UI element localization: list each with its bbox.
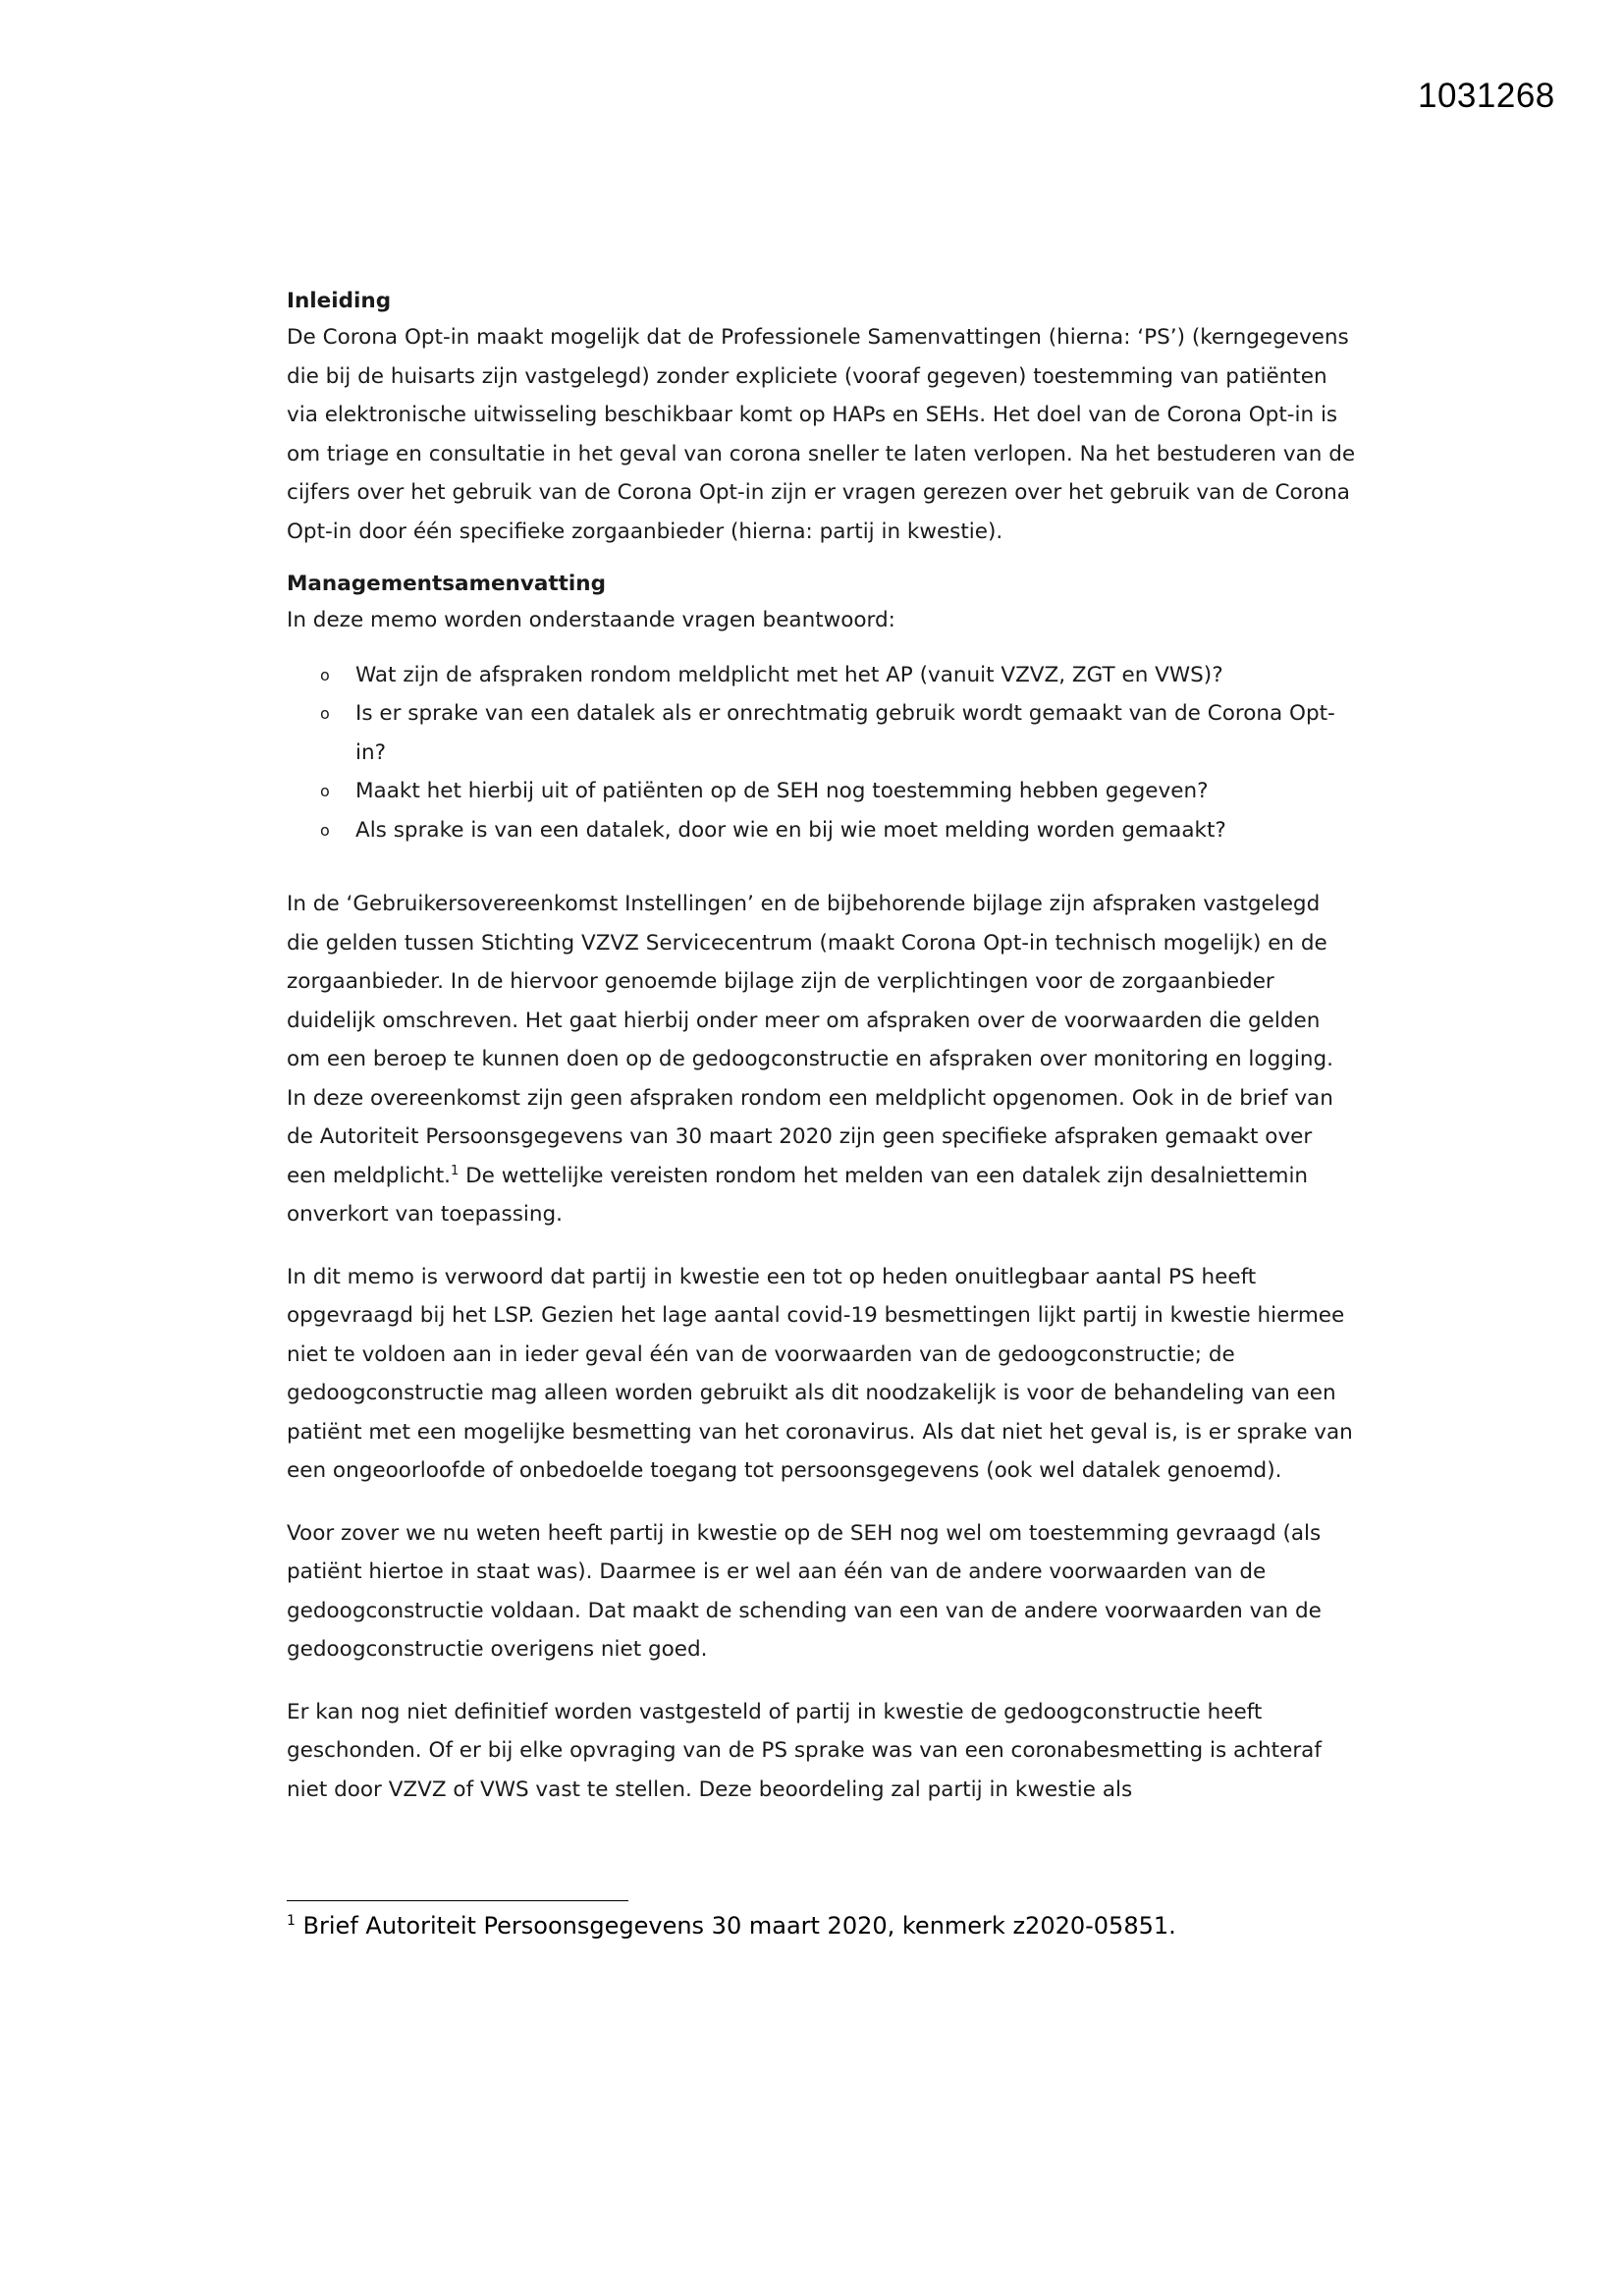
list-item xyxy=(287,772,1357,811)
agreements-text: In de ‘Gebruikersovereenkomst Instellingen’ en de bijbehorende bijlage zijn afspraken vastgelegd die gelden tussen Stichting VZVZ Servicecentrum (maakt Corona Opt-in technisch mogelijk) en de zorgaanbieder. In de hiervoor genoemde bijlage zijn de verplichtingen voor de zorgaanbieder duidelijk omschreven. Het gaat hierbij onder meer om afspraken over de voorwaarden die gelden om een beroep te kunnen doen op de gedoogconstructie en afspraken over monitoring en logging. In deze overeenkomst zijn geen afspraken rondom een meldplicht opgenomen. Ook in de brief van de Autoriteit Persoonsgegevens van 30 maart 2020 zijn geen specifieke afspraken gemaakt over een meldplicht. xyxy=(287,892,1333,1188)
footnote-divider xyxy=(287,1900,628,1901)
document-id: 1031268 xyxy=(1418,77,1555,115)
intro-paragraph: De Corona Opt-in maakt mogelijk dat de Professionele Samenvattingen (hierna: ‘PS’) (kerngegevens die bij de huisarts zijn vastgelegd) zonder expliciete (vooraf gegeven) toestemming van patiënten via elektronische uitwisseling beschikbaar komt op HAPs en SEHs. Het doel van de Corona Opt-in is om triage en consultatie in het geval van corona sneller te laten verlopen. Na het bestuderen van de cijfers over het gebruik van de Corona Opt-in zijn er vragen gerezen over het gebruik van de Corona Opt-in door één specifieke zorgaanbieder (hierna: partij in kwestie). xyxy=(287,325,1356,544)
question-text: Is er sprake van een datalek als er onrechtmatig gebruik wordt gemaakt van de Corona Opt-in? xyxy=(355,701,1335,765)
question-text: Wat zijn de afspraken rondom meldplicht met het AP (vanuit VZVZ, ZGT en VWS)? xyxy=(355,662,1223,687)
footnote-reference: 1 xyxy=(451,1163,460,1178)
intro-heading: Inleiding xyxy=(287,289,392,313)
datalek-paragraph: In dit memo is verwoord dat partij in kwestie een tot op heden onuitlegbaar aantal PS heeft opgevraagd bij het LSP. Gezien het lage aantal covid-19 besmettingen lijkt partij in kwestie hiermee niet te voldoen aan in ieder geval één van de voorwaarden van de gedoogconstructie; de gedoogconstructie mag alleen worden gebruikt als dit noodzakelijk is voor de behandeling van een patiënt met een mogelijke besmetting van het coronavirus. Als dat niet het geval is, is er sprake van een ongeoorloofde of onbedoelde toegang tot persoonsgegevens (ook wel datalek genoemd). xyxy=(287,1264,1353,1483)
bullet-circle-icon: o xyxy=(320,820,330,840)
list-item xyxy=(287,656,1357,695)
bullet-circle-icon: o xyxy=(320,665,330,684)
agreements-paragraph xyxy=(287,885,1357,1234)
consent-paragraph: Voor zover we nu weten heeft partij in kwestie op de SEH nog wel om toestemming gevraagd (als patiënt hiertoe in staat was). Daarmee is er wel aan één van de andere voorwaarden van de gedoogconstructie voldaan. Dat maakt de schending van een van de andere voorwaarden van de gedoogconstructie overigens niet goed. xyxy=(287,1520,1322,1662)
summary-heading: Managementsamenvatting xyxy=(287,572,606,596)
bullet-circle-icon: o xyxy=(320,704,330,723)
question-list xyxy=(287,656,1357,850)
question-text: Maakt het hierbij uit of patiënten op de SEH nog toestemming hebben gegeven? xyxy=(355,779,1209,803)
question-text: Als sprake is van een datalek, door wie en bij wie moet melding worden gemaakt? xyxy=(355,817,1226,843)
assessment-paragraph: Er kan nog niet definitief worden vastgesteld of partij in kwestie de gedoogconstructie heeft geschonden. Of er bij elke opvraging van de PS sprake was van een coronabesmetting is achteraf niet door VZVZ of VWS vast te stellen. Deze beoordeling zal partij in kwestie als xyxy=(287,1699,1322,1802)
list-item xyxy=(287,811,1357,850)
list-item xyxy=(287,694,1357,772)
memo-body xyxy=(287,284,1357,1809)
footnote-text: Brief Autoriteit Persoonsgegevens 30 maart 2020, kenmerk z2020-05851. xyxy=(295,1912,1176,1940)
footnote-number: 1 xyxy=(287,1913,296,1929)
footnote xyxy=(287,1909,1367,1942)
summary-intro: In deze memo worden onderstaande vragen beantwoord: xyxy=(287,608,895,632)
agreements-tail: De wettelijke vereisten rondom het melden van een datalek zijn desalniettemin onverkort van toepassing. xyxy=(287,1163,1309,1227)
bullet-circle-icon: o xyxy=(320,782,330,800)
